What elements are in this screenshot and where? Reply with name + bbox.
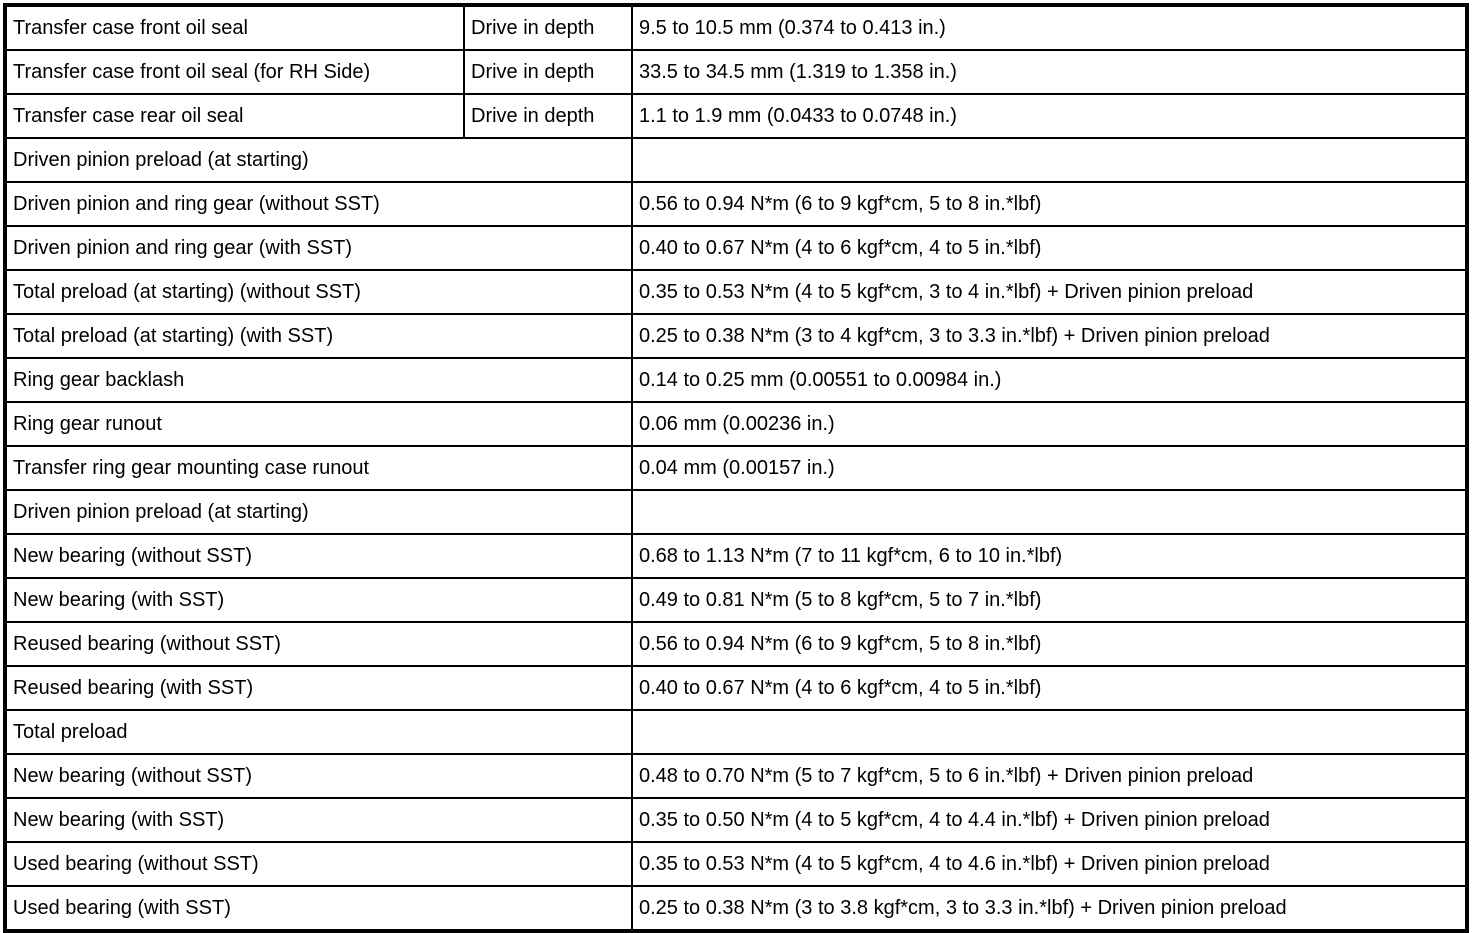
table-row [5,314,1467,358]
spec-label: New bearing (without SST) [5,754,632,798]
spec-value: 0.40 to 0.67 N*m (4 to 6 kgf*cm, 4 to 5 in.*lbf) [632,666,1467,710]
spec-label: Total preload (at starting) (with SST) [5,314,632,358]
table-row [5,226,1467,270]
spec-value: 0.35 to 0.53 N*m (4 to 5 kgf*cm, 4 to 4.6 in.*lbf) + Driven pinion preload [632,842,1467,886]
table-row [5,182,1467,226]
spec-label: Transfer case front oil seal [5,5,464,50]
section-row [5,138,1467,182]
table-row [5,446,1467,490]
spec-label: Transfer ring gear mounting case runout [5,446,632,490]
section-row [5,710,1467,754]
spec-label: Used bearing (without SST) [5,842,632,886]
table-row [5,5,1467,50]
spec-label: Ring gear runout [5,402,632,446]
spec-value: 9.5 to 10.5 mm (0.374 to 0.413 in.) [632,5,1467,50]
table-row [5,270,1467,314]
table-row [5,754,1467,798]
table-row [5,534,1467,578]
table-row [5,94,1467,138]
spec-measure: Drive in depth [464,94,632,138]
spec-label: New bearing (with SST) [5,578,632,622]
table-row [5,622,1467,666]
table-row [5,886,1467,931]
table-row [5,842,1467,886]
spec-value: 0.40 to 0.67 N*m (4 to 6 kgf*cm, 4 to 5 in.*lbf) [632,226,1467,270]
spec-value: 0.04 mm (0.00157 in.) [632,446,1467,490]
spec-value [632,710,1467,754]
spec-value: 1.1 to 1.9 mm (0.0433 to 0.0748 in.) [632,94,1467,138]
spec-label: New bearing (with SST) [5,798,632,842]
section-label: Driven pinion preload (at starting) [5,490,632,534]
section-label: Driven pinion preload (at starting) [5,138,632,182]
spec-value: 0.35 to 0.53 N*m (4 to 5 kgf*cm, 3 to 4 in.*lbf) + Driven pinion preload [632,270,1467,314]
spec-value: 0.35 to 0.50 N*m (4 to 5 kgf*cm, 4 to 4.4 in.*lbf) + Driven pinion preload [632,798,1467,842]
spec-label: Ring gear backlash [5,358,632,402]
spec-label: Transfer case rear oil seal [5,94,464,138]
table-row [5,666,1467,710]
spec-measure: Drive in depth [464,50,632,94]
spec-label: Reused bearing (with SST) [5,666,632,710]
section-row [5,490,1467,534]
specifications-table [3,3,1469,933]
spec-value: 0.48 to 0.70 N*m (5 to 7 kgf*cm, 5 to 6 in.*lbf) + Driven pinion preload [632,754,1467,798]
spec-value: 0.68 to 1.13 N*m (7 to 11 kgf*cm, 6 to 10 in.*lbf) [632,534,1467,578]
spec-value: 0.49 to 0.81 N*m (5 to 8 kgf*cm, 5 to 7 in.*lbf) [632,578,1467,622]
spec-label: Transfer case front oil seal (for RH Side) [5,50,464,94]
spec-label: Reused bearing (without SST) [5,622,632,666]
section-label: Total preload [5,710,632,754]
spec-value: 0.06 mm (0.00236 in.) [632,402,1467,446]
spec-value [632,138,1467,182]
spec-label: Total preload (at starting) (without SST) [5,270,632,314]
spec-label: Driven pinion and ring gear (with SST) [5,226,632,270]
spec-measure: Drive in depth [464,5,632,50]
spec-label: Used bearing (with SST) [5,886,632,931]
table-row [5,798,1467,842]
spec-value: 0.14 to 0.25 mm (0.00551 to 0.00984 in.) [632,358,1467,402]
spec-label: New bearing (without SST) [5,534,632,578]
table-row [5,358,1467,402]
spec-value [632,490,1467,534]
table-row [5,402,1467,446]
spec-label: Driven pinion and ring gear (without SST) [5,182,632,226]
table-row [5,578,1467,622]
spec-value: 0.56 to 0.94 N*m (6 to 9 kgf*cm, 5 to 8 in.*lbf) [632,182,1467,226]
spec-value: 0.56 to 0.94 N*m (6 to 9 kgf*cm, 5 to 8 in.*lbf) [632,622,1467,666]
spec-value: 0.25 to 0.38 N*m (3 to 3.8 kgf*cm, 3 to 3.3 in.*lbf) + Driven pinion preload [632,886,1467,931]
spec-value: 33.5 to 34.5 mm (1.319 to 1.358 in.) [632,50,1467,94]
spec-value: 0.25 to 0.38 N*m (3 to 4 kgf*cm, 3 to 3.3 in.*lbf) + Driven pinion preload [632,314,1467,358]
table-row [5,50,1467,94]
